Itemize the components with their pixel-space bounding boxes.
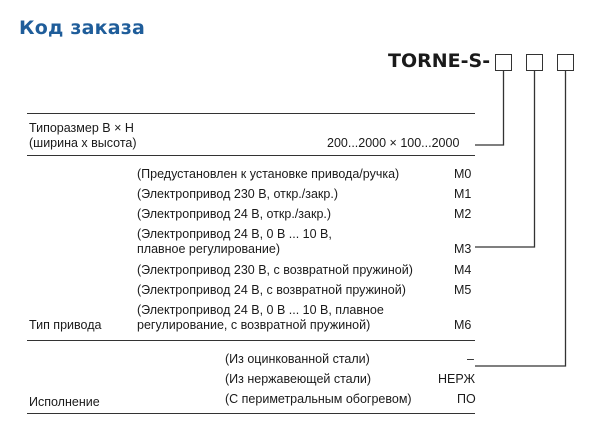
execution-option-desc: (Из нержавеющей стали) <box>225 372 372 386</box>
connector-size <box>475 71 504 145</box>
execution-option-code: НЕРЖ <box>438 372 476 386</box>
connector-drive <box>475 71 535 247</box>
bottom-divider <box>27 413 475 414</box>
drive-option-desc: (Электропривод 230 В, откр./закр.) <box>137 187 338 201</box>
execution-label: Исполнение <box>29 395 100 409</box>
product-code: TORNE-S- <box>388 50 491 72</box>
size-range: 200...2000 × 100...2000 <box>327 136 460 150</box>
size-label-line2: (ширина х высота) <box>29 136 137 150</box>
size-label-line1: Типоразмер В × Н <box>29 121 134 135</box>
drive-option-desc-line2: плавное регулирование) <box>137 242 281 256</box>
drive-option-code: M2 <box>454 207 472 221</box>
connector-execution <box>475 71 566 366</box>
drive-option-desc: (Электропривод 24 В, с возвратной пружиной) <box>137 283 406 297</box>
drive-option-code: M0 <box>454 167 472 181</box>
page-title: Код заказа <box>19 17 145 39</box>
drive-option-code: M5 <box>454 283 472 297</box>
drive-option-desc: (Электропривод 230 В, с возвратной пружиной) <box>137 263 413 277</box>
section-divider-execution <box>27 340 475 341</box>
section-divider-size <box>27 113 475 114</box>
execution-option-desc: (Из оцинкованной стали) <box>225 352 370 366</box>
drive-option-desc: (Электропривод 24 В, откр./закр.) <box>137 207 332 221</box>
drive-label: Тип привода <box>29 318 102 332</box>
execution-option-desc: (С периметральным обогревом) <box>225 392 412 406</box>
drive-option-code: M3 <box>454 242 472 256</box>
execution-option-code: – <box>467 352 474 366</box>
drive-option-desc: (Предустановлен к установке привода/ручка) <box>137 167 400 181</box>
execution-option-code: ПО <box>457 392 476 406</box>
drive-option-desc-line1: (Электропривод 24 В, 0 В ... 10 В, <box>137 227 332 241</box>
section-divider-drive <box>27 155 475 156</box>
drive-option-desc-line2: регулирование, с возвратной пружиной) <box>137 318 371 332</box>
drive-option-desc-line1: (Электропривод 24 В, 0 В ... 10 В, плавное <box>137 303 384 317</box>
drive-option-code: M1 <box>454 187 472 201</box>
drive-option-code: M6 <box>454 318 472 332</box>
drive-option-code: M4 <box>454 263 472 277</box>
